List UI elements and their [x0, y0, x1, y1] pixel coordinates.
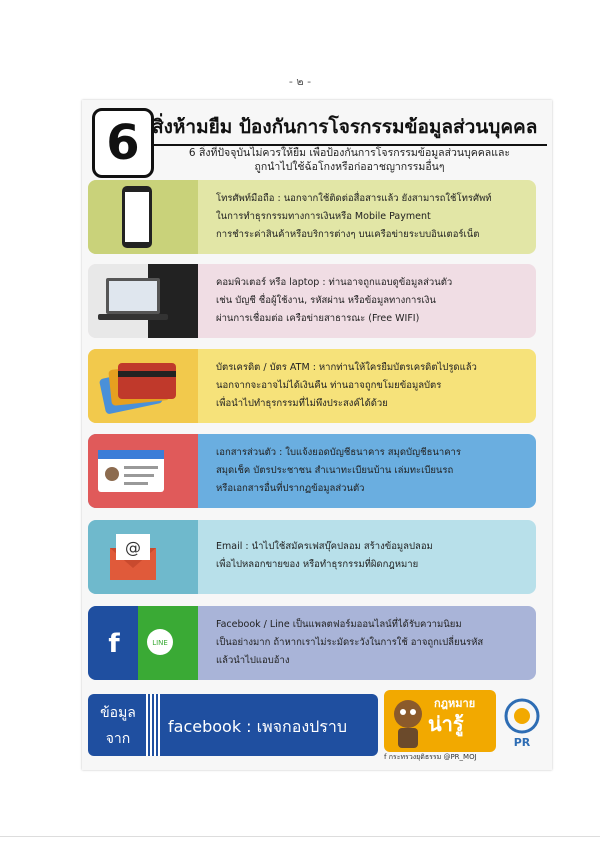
footer-source-label: [92, 700, 144, 752]
card-text-line: เช่น บัญชี ชื่อผู้ใช้งาน, รหัสผ่าน หรือข้อมูลทางการเงิน: [216, 295, 436, 306]
id-card-icon: [88, 434, 198, 508]
card-credit-card: [88, 349, 536, 423]
card-email: [88, 520, 536, 594]
facebook-line-icon: [88, 606, 198, 680]
mascot-title-line1: กฎหมาย: [434, 697, 476, 710]
card-text-line: นอกจากจะอาจไม่ได้เงินคืน ท่านอาจถูกขโมยข้อมูลบัตร: [216, 380, 442, 391]
divider: [0, 836, 600, 837]
svg-text:f: f: [108, 629, 120, 659]
card-text-line: การชำระค่าสินค้าหรือบริการต่างๆ บนเครือข่ายระบบอินเตอร์เน็ต: [216, 229, 480, 240]
card-text-line: เพื่อนำไปทำธุรกรรมที่ไม่พึงประสงค์ได้ด้วย: [216, 398, 388, 409]
svg-text:LINE: LINE: [152, 639, 168, 647]
svg-text:@: @: [125, 538, 141, 557]
card-text-line: เพื่อไปหลอกขายของ หรือทำธุรกรรมที่ผิดกฎหมาย: [216, 559, 419, 570]
subtitle-line: ถูกนำไปใช้ฉ้อโกงหรือก่ออาชญากรรมอื่นๆ: [254, 161, 445, 173]
email-icon: [88, 520, 198, 594]
subtitle: [152, 146, 547, 174]
card-text-line: Email : นำไปใช้สมัครเฟสบุ๊คปลอม สร้างข้อมูลปลอม: [216, 541, 433, 552]
card-text-line: สมุดเช็ค บัตรประชาชน สำเนาทะเบียนบ้าน เล่มทะเบียนรถ: [216, 465, 454, 476]
card-text-line: ในการทำธุรกรรมทางการเงินหรือ Mobile Payment: [216, 211, 431, 222]
footer-source-label-2: จาก: [105, 731, 131, 747]
card-text-line: โทรศัพท์มือถือ : นอกจากใช้ติดต่อสื่อสารแล้ว ยังสามารถใช้โทรศัพท์: [216, 193, 492, 204]
footer-source-label-1: ข้อมูล: [100, 705, 136, 721]
mascot-title-line2: น่ารู้: [428, 712, 464, 736]
mascot-icon: [384, 690, 434, 752]
social-links: f กระทรวงยุติธรรม @PR_MOJ: [384, 753, 477, 761]
subtitle-line: 6 สิ่งที่ปัจจุบันไม่ควรให้ยืม เพื่อป้องกันการโจรกรรมข้อมูลส่วนบุคคลและ: [188, 147, 511, 159]
pr-logo-icon: [500, 694, 544, 758]
card-text-line: ผ่านการเชื่อมต่อ เครือข่ายสาธารณะ (Free WIFI): [216, 313, 420, 324]
header-number: 6: [92, 108, 154, 178]
svg-text:PR: PR: [513, 736, 531, 749]
card-text-line: บัตรเครดิต / บัตร ATM : หากท่านให้ใครยืมบัตรเครดิตไปรูดแล้ว: [216, 362, 477, 373]
card-text-line: เอกสารส่วนตัว : ใบแจ้งยอดบัญชีธนาคาร สมุดบัญชีธนาคาร: [216, 447, 461, 458]
credit-card-icon: [88, 349, 198, 423]
card-text-line: หรือเอกสารอื่นที่ปรากฏข้อมูลส่วนตัว: [216, 483, 365, 494]
laptop-icon: [88, 264, 198, 338]
card-personal-documents: [88, 434, 536, 508]
card-facebook-line: [88, 606, 536, 680]
card-text-line: แล้วนำไปแอบอ้าง: [216, 655, 290, 666]
card-mobile-phone: [88, 180, 536, 254]
card-text-line: คอมพิวเตอร์ หรือ laptop : ท่านอาจถูกแอบดูข้อมูลส่วนตัว: [216, 277, 453, 288]
page-title: สิ่งห้ามยืม ป้องกันการโจรกรรมข้อมูลส่วนบุคคล: [152, 112, 547, 146]
footer-stripes: [146, 694, 160, 756]
card-laptop: [88, 264, 536, 338]
page-number: - ๒ -: [288, 75, 312, 88]
card-text-line: Facebook / Line เป็นแพลตฟอร์มออนไลน์ที่ได้รับความนิยม: [216, 619, 462, 630]
card-text-line: เป็นอย่างมาก ถ้าหากเราไม่ระมัดระวังในการใช้ อาจถูกเปลี่ยนรหัส: [216, 637, 484, 648]
footer-facebook-text: facebook : เพจกองปราบ: [168, 717, 348, 736]
